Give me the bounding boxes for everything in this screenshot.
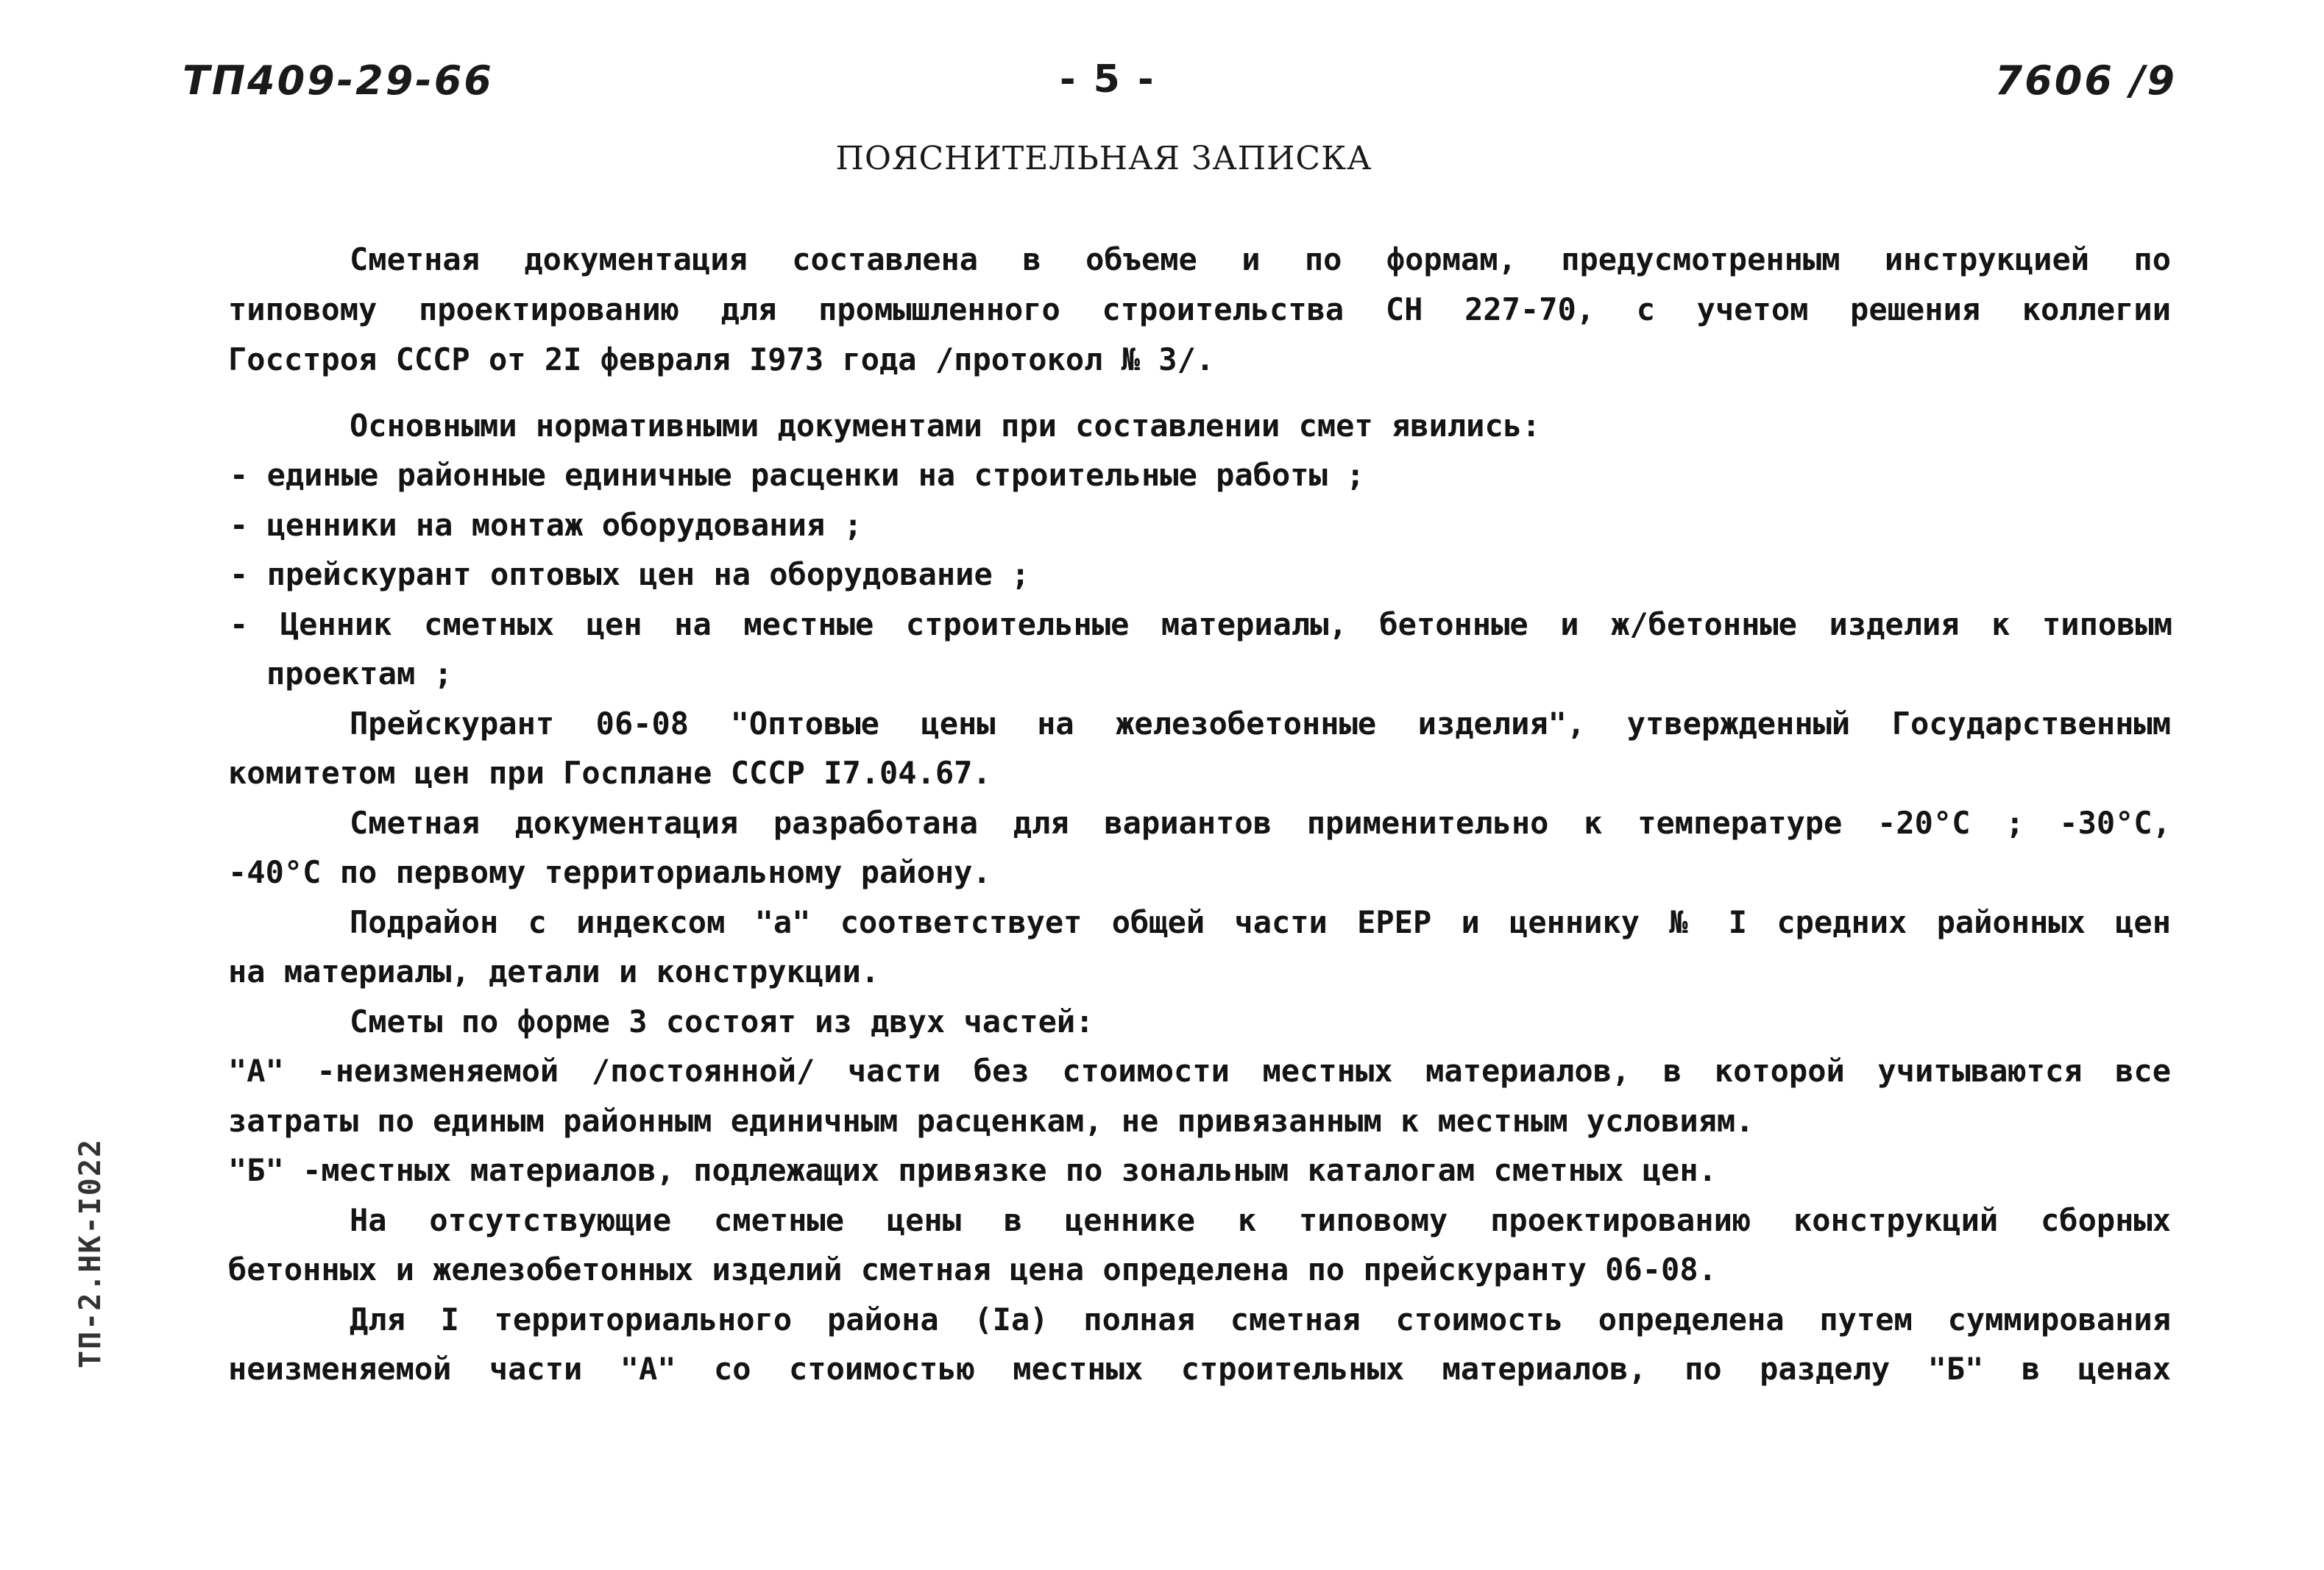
text-line: Сметная документация разработана для вариантов применительно к температуре -20°С ; -30°С, <box>350 805 2171 841</box>
text-line: Основными нормативными документами при составлении смет явились: <box>350 408 1541 444</box>
text-line: затраты по единым районным единичным расценкам, не привязанным к местным условиям. <box>228 1103 1754 1139</box>
text-line: неизменяемой части "А" со стоимостью местных строительных материалов, по разделу "Б" в ценах <box>228 1351 2171 1387</box>
text-line: -40°С по первому территориальному району. <box>228 854 991 890</box>
text-line: Для I территориального района (Iа) полная сметная стоимость определена путем суммирования <box>350 1301 2171 1338</box>
text-line: проектам ; <box>266 656 453 692</box>
text-line: на материалы, детали и конструкции. <box>228 953 880 990</box>
list-item: - единые районные единичные расценки на строительные работы ; <box>230 457 1365 493</box>
text-line: Прейскурант 06-08 "Оптовые цены на железобетонные изделия", утвержденный Государственным <box>350 706 2171 742</box>
page-number: - 5 - <box>1060 57 1156 102</box>
sheet-number: 7606 /9 <box>1994 57 2177 104</box>
text-line: "А" -неизменяемой /постоянной/ части без стоимости местных материалов, в которой учитываются все <box>228 1053 2171 1089</box>
document-code: ТП409-29-66 <box>183 57 494 104</box>
list-item: - Ценник сметных цен на местные строительные материалы, бетонные и ж/бетонные изделия к типовым <box>230 606 2172 642</box>
list-item: - прейскурант оптовых цен на оборудование ; <box>230 556 1030 592</box>
text-line: Госстроя СССР от 2I февраля I973 года /протокол № 3/. <box>228 341 1215 377</box>
text-line: комитетом цен при Госплане СССР I7.04.67. <box>228 755 991 791</box>
text-line: На отсутствующие сметные цены в ценнике к типовому проектированию конструкций сборных <box>350 1202 2171 1238</box>
text-line: бетонных и железобетонных изделий сметная цена определена по прейскуранту 06-08. <box>228 1251 1717 1287</box>
page-title: ПОЯСНИТЕЛЬНАЯ ЗАПИСКА <box>835 140 1372 177</box>
side-stamp: ТП-2.НК-I022 <box>74 1138 107 1368</box>
text-line: Сметная документация составлена в объеме и по формам, предусмотренным инструкцией по <box>350 241 2171 277</box>
text-line: типовому проектированию для промышленного строительства СН 227-70, с учетом решения коллегии <box>228 291 2171 327</box>
text-line: "Б" -местных материалов, подлежащих привязке по зональным каталогам сметных цен. <box>228 1152 1717 1188</box>
text-line: Сметы по форме 3 состоят из двух частей: <box>350 1004 1094 1040</box>
text-line: Подрайон с индексом "а" соответствует общей части ЕРЕР и ценнику № I средних районных цен <box>350 904 2171 940</box>
list-item: - ценники на монтаж оборудования ; <box>230 507 862 543</box>
